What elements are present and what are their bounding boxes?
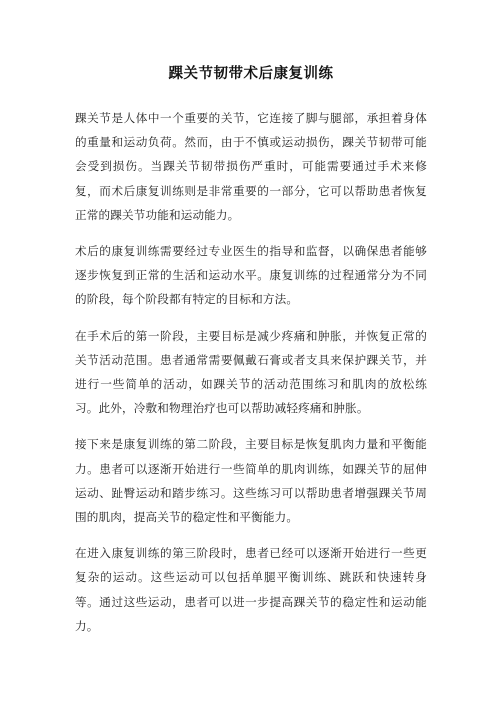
paragraph-intro: 踝关节是人体中一个重要的关节，它连接了脚与腿部，承担着身体的重量和运动负荷。然而，由于不慎或运动损伤，踝关节韧带可能会受到损伤。当踝关节韧带损伤严重时，可能需要通过手术来修复，而术后康复训练则是非常重要的一部分，它可以帮助患者恢复正常的踝关节功能和运动能力。 [75, 111, 427, 222]
paragraph-stage-three: 在进入康复训练的第三阶段时，患者已经可以逐渐开始进行一些更复杂的运动。这些运动可以包括单腿平衡训练、跳跃和快速转身等。通过这些运动，患者可以进一步提高踝关节的稳定性和运动能力。 [75, 546, 427, 633]
paragraph-stage-two: 接下来是康复训练的第二阶段，主要目标是恢复肌肉力量和平衡能力。患者可以逐渐开始进行一些简单的肌肉训练，如踝关节的屈伸运动、趾臀运动和踏步练习。这些练习可以帮助患者增强踝关节周围的肌肉，提高关节的稳定性和平衡能力。 [75, 437, 427, 525]
paragraph-overview: 术后的康复训练需要经过专业医生的指导和监督，以确保患者能够逐步恢复到正常的生活和运动水平。康复训练的过程通常分为不同的阶段，每个阶段都有特定的目标和方法。 [75, 244, 427, 307]
paragraph-stage-one: 在手术后的第一阶段，主要目标是减少疼痛和肿胀，并恢复正常的关节活动范围。患者通常需要佩戴石膏或者支具来保护踝关节，并进行一些简单的活动，如踝关节的活动范围练习和肌肉的放松练习。此外，冷敷和物理治疗也可以帮助减轻疼痛和肿胀。 [75, 328, 427, 416]
document-title: 踝关节韧带术后康复训练 [168, 65, 334, 82]
